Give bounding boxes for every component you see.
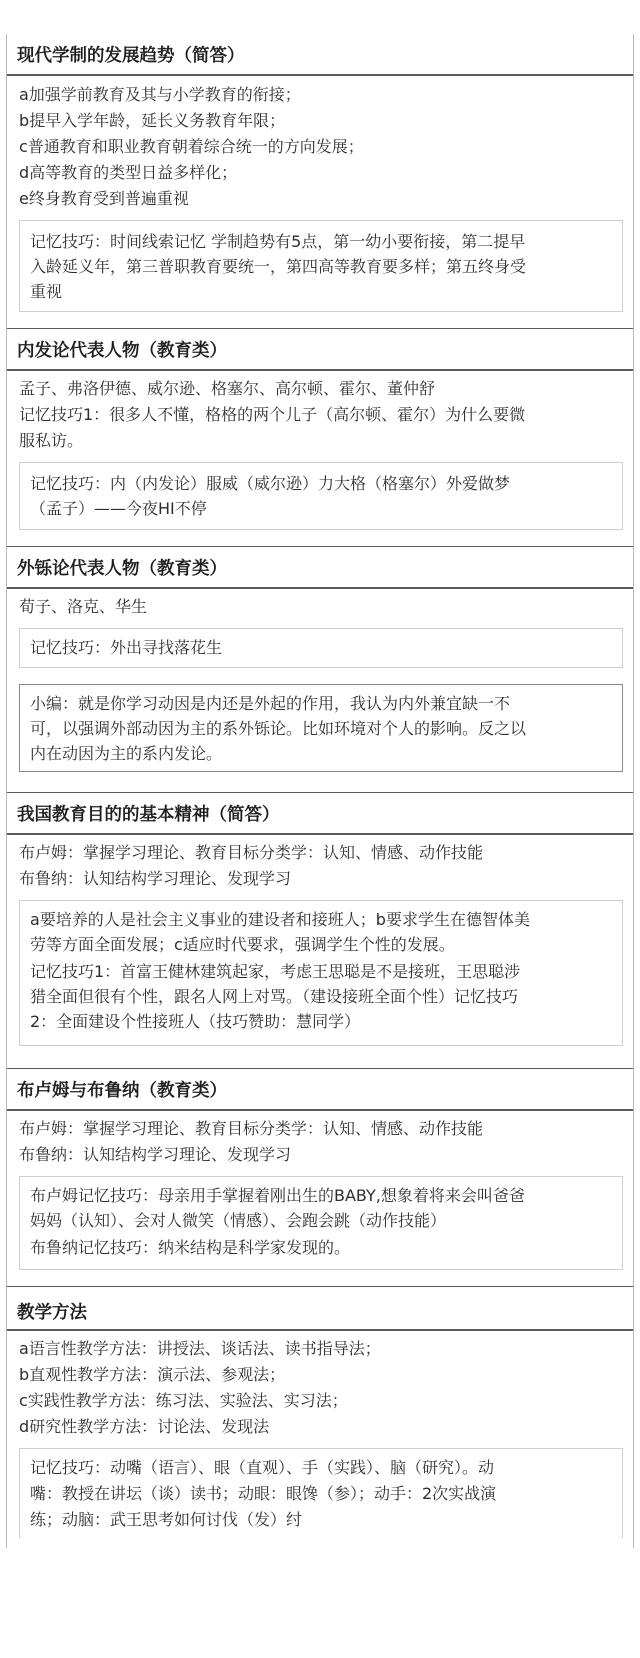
content-line: c实践性教学方法：练习法、实验法、实习法； [19, 1391, 348, 1410]
box-line: 嘴：教授在讲坛（谈）读书；动眼：眼馋（参）；动手：2次实战演 [30, 1484, 497, 1503]
section-title: 现代学制的发展趋势（简答） [17, 46, 245, 66]
content-line: a语言性教学方法：讲授法、谈话法、读书指导法； [19, 1339, 381, 1358]
box-line: 重视 [30, 282, 63, 301]
memory-tip-box [19, 1176, 623, 1270]
memory-tip-box [19, 462, 623, 530]
box-line: 劳等方面全面发展；c适应时代要求，强调学生个性的发展。 [30, 935, 455, 954]
content-line: 孟子、弗洛伊德、威尔逊、格塞尔、高尔顿、霍尔、董仲舒 [19, 379, 436, 398]
box-line: 小编：就是你学习动因是内还是外起的作用，我认为内外兼宜缺一不 [30, 694, 511, 713]
section-title: 我国教育目的的基本精神（简答） [17, 805, 280, 825]
section-header [7, 34, 633, 76]
box-line: 练；动脑：武王思考如何讨伐（发）纣 [30, 1510, 303, 1529]
content-line: c普通教育和职业教育朝着综合统一的方向发展； [19, 137, 364, 156]
box-line: 妈妈（认知）、会对人微笑（情感）、会跑会跳（动作技能） [30, 1211, 447, 1230]
section-header [7, 792, 633, 835]
box-line: 记忆技巧：动嘴（语言）、眼（直观）、手（实践）、脑（研究）。动 [30, 1458, 495, 1477]
content-line: b提早入学年龄，延长义务教育年限； [19, 111, 286, 130]
box-line: 记忆技巧：时间线索记忆 学制趋势有5点，第一幼小要衔接，第二提早 [30, 232, 526, 251]
section-bloom-bruner [6, 1068, 634, 1286]
content-line: 记忆技巧1：很多人不懂，格格的两个儿子（高尔顿、霍尔）为什么要微 [19, 405, 526, 424]
section-title: 教学方法 [17, 1303, 87, 1323]
box-line: 猎全面但很有个性，跟名人网上对骂。（建设接班全面个性）记忆技巧 [30, 987, 519, 1006]
content-line: d研究性教学方法：讨论法、发现法 [19, 1417, 270, 1436]
content-line: b直观性教学方法：演示法、参观法； [19, 1365, 286, 1384]
content-line: d高等教育的类型日益多样化； [19, 163, 238, 182]
section-title: 外铄论代表人物（教育类） [17, 559, 227, 579]
box-line: 入龄延义年，第三普职教育要统一，第四高等教育要多样；第五终身受 [30, 257, 527, 276]
memory-tip-box [19, 628, 623, 668]
section-internal-theory [6, 328, 634, 546]
section-education-aims [6, 792, 634, 1068]
box-line: 记忆技巧1：首富王健林建筑起家，考虑王思聪是不是接班，王思聪涉 [30, 962, 521, 981]
content-line: 布卢姆：掌握学习理论、教育目标分类学：认知、情感、动作技能 [19, 1119, 484, 1138]
box-line: 可，以强调外部动因为主的系外铄论。比如环境对个人的影响。反之以 [30, 719, 527, 738]
section-header [7, 546, 633, 589]
content-line: 荀子、洛克、华生 [19, 597, 148, 616]
content-line: 布鲁纳：认知结构学习理论、发现学习 [19, 1145, 292, 1164]
box-line: a要培养的人是社会主义事业的建设者和接班人；b要求学生在德智体美 [30, 910, 530, 929]
memory-tip-box [19, 900, 623, 1046]
section-header [7, 328, 633, 371]
memory-tip-box [19, 220, 623, 312]
editor-note-box [19, 684, 623, 772]
section-teaching-methods [6, 1286, 634, 1548]
content-line: 服私访。 [19, 431, 84, 450]
section-school-system-trends [6, 34, 634, 328]
content-line: a加强学前教育及其与小学教育的衔接； [19, 85, 301, 104]
content-line: 布鲁纳：认知结构学习理论、发现学习 [19, 869, 292, 888]
box-line: 布卢姆记忆技巧：母亲用手掌握着刚出生的BABY,想象着将来会叫爸爸 [30, 1186, 525, 1205]
box-line: （孟子）——今夜HI不停 [30, 499, 207, 518]
section-title: 内发论代表人物（教育类） [17, 341, 227, 361]
box-line: 内在动因为主的系内发论。 [30, 744, 223, 763]
content-line: e终身教育受到普遍重视 [19, 189, 189, 208]
section-external-theory [6, 546, 634, 792]
section-header [7, 1068, 633, 1111]
content-line: 布卢姆：掌握学习理论、教育目标分类学：认知、情感、动作技能 [19, 843, 484, 862]
box-line: 2：全面建设个性接班人（技巧赞助：慧同学） [30, 1012, 361, 1031]
memory-tip-box [19, 1448, 623, 1538]
box-line: 记忆技巧：内（内发论）服威（威尔逊）力大格（格塞尔）外爱做梦 [30, 474, 511, 493]
section-title: 布卢姆与布鲁纳（教育类） [17, 1081, 227, 1101]
section-header [7, 1286, 633, 1331]
box-line: 布鲁纳记忆技巧：纳米结构是科学家发现的。 [30, 1238, 351, 1257]
box-line: 记忆技巧：外出寻找落花生 [30, 638, 223, 657]
